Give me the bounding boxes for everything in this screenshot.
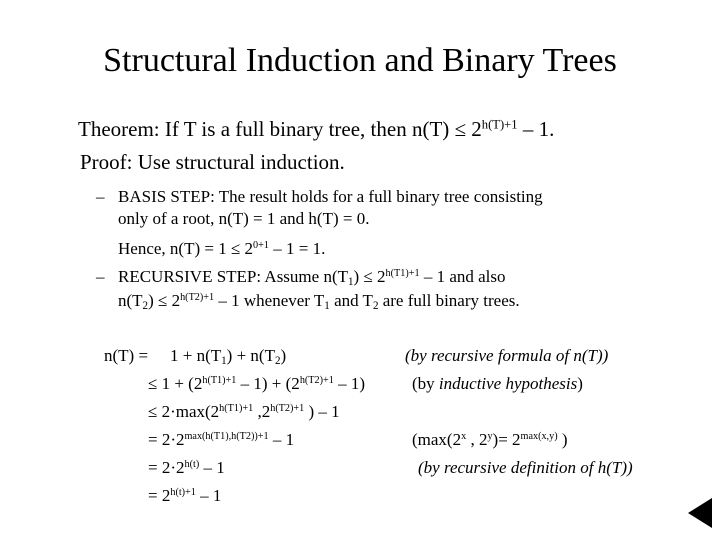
derivation-row-4-exp: max(h(T1),h(T2))+1 bbox=[184, 430, 269, 442]
derivation-row-3 bbox=[148, 402, 340, 422]
basis-text-3b: – 1 = 1. bbox=[268, 239, 326, 258]
derivation-justification-2-italic: inductive hypothesis bbox=[438, 374, 578, 393]
recursive-text-2e: are full binary trees. bbox=[378, 291, 520, 310]
derivation-row-2c: – 1) bbox=[333, 374, 366, 393]
theorem-exponent: h(T)+1 bbox=[481, 117, 518, 132]
derivation-row-1 bbox=[170, 346, 286, 366]
recursive-sub-3: 1 bbox=[324, 299, 330, 312]
derivation-row-4a: = 2·2 bbox=[148, 430, 185, 449]
recursive-text-2b: ) ≤ 2 bbox=[148, 291, 181, 310]
proof-statement bbox=[80, 150, 345, 175]
theorem-statement bbox=[78, 117, 554, 142]
derivation-row-6-exp: h(t)+1 bbox=[170, 486, 196, 498]
derivation-row-1-sub1: 1 bbox=[221, 354, 227, 367]
derivation-justification-4a: (max(2 bbox=[412, 430, 462, 449]
recursive-line-1 bbox=[96, 267, 506, 287]
derivation-row-1c: ) bbox=[280, 346, 287, 365]
recursive-text-2a: n(T bbox=[118, 291, 143, 310]
derivation-row-5 bbox=[148, 458, 225, 478]
basis-exp: 0+1 bbox=[253, 239, 269, 251]
recursive-text-2c: – 1 whenever T bbox=[214, 291, 325, 310]
recursive-sub-4: 2 bbox=[372, 299, 379, 312]
derivation-row-3b: ,2 bbox=[253, 402, 271, 421]
derivation-justification-4c: )= 2 bbox=[492, 430, 521, 449]
recursive-text-1b: ) ≤ 2 bbox=[353, 267, 386, 286]
derivation-row-4 bbox=[148, 430, 294, 450]
derivation-row-1b: ) + n(T bbox=[226, 346, 275, 365]
theorem-label: Theorem bbox=[78, 117, 154, 141]
derivation-row-2b: – 1) + (2 bbox=[236, 374, 300, 393]
derivation-row-2a: ≤ 1 + (2 bbox=[148, 374, 203, 393]
recursive-sub-1: 1 bbox=[348, 275, 354, 288]
derivation-row-5b: – 1 bbox=[199, 458, 225, 477]
theorem-text: : If T is a full binary tree, then n(T) ≤ 2 bbox=[153, 117, 482, 141]
derivation-row-6b: – 1 bbox=[195, 486, 222, 505]
basis-line-3 bbox=[118, 239, 325, 259]
derivation-row-2-exp1: h(T1)+1 bbox=[202, 374, 237, 386]
previous-slide-arrow-icon[interactable] bbox=[688, 498, 712, 528]
derivation-row-3-exp2: h(T2)+1 bbox=[270, 402, 305, 414]
derivation-row-2 bbox=[148, 374, 365, 394]
recursive-text-1c: – 1 and also bbox=[419, 267, 506, 286]
derivation-row-3a: ≤ 2·max(2 bbox=[148, 402, 220, 421]
basis-dash: – bbox=[96, 187, 105, 206]
basis-text-1: BASIS STEP: The result holds for a full binary tree consisting bbox=[118, 187, 543, 206]
derivation-row-6 bbox=[148, 486, 221, 506]
recursive-exp-2: h(T2)+1 bbox=[180, 291, 215, 303]
recursive-sub-2: 2 bbox=[142, 299, 149, 312]
theorem-tail: – 1. bbox=[517, 117, 555, 141]
derivation-justification-2 bbox=[412, 374, 583, 394]
derivation-justification-2a: (by bbox=[412, 374, 439, 393]
derivation-justification-4d: ) bbox=[557, 430, 568, 449]
derivation-row-1a: 1 + n(T bbox=[170, 346, 222, 365]
derivation-row-5a: = 2·2 bbox=[148, 458, 185, 477]
recursive-dash: – bbox=[96, 267, 105, 286]
proof-text: : Use structural induction. bbox=[126, 150, 345, 174]
derivation-justification-4-exp3: max(x,y) bbox=[520, 430, 558, 442]
derivation-row-5-exp: h(t) bbox=[184, 458, 200, 470]
derivation-row-2-exp2: h(T2)+1 bbox=[299, 374, 334, 386]
derivation-row-3-exp1: h(T1)+1 bbox=[219, 402, 254, 414]
derivation-justification-2b: ) bbox=[577, 374, 583, 393]
derivation-justification-4-exp1: x bbox=[461, 430, 467, 442]
derivation-row-4b: – 1 bbox=[268, 430, 295, 449]
derivation-justification-4b: , 2 bbox=[466, 430, 488, 449]
basis-text-3a: Hence, n(T) = 1 ≤ 2 bbox=[118, 239, 254, 258]
derivation-lhs: n(T) = bbox=[104, 346, 149, 365]
proof-label: Proof bbox=[80, 150, 127, 174]
slide-title: Structural Induction and Binary Trees bbox=[103, 42, 617, 79]
derivation-row-1-sub2: 2 bbox=[274, 354, 281, 367]
recursive-line-2 bbox=[118, 291, 520, 311]
derivation-row-6a: = 2 bbox=[148, 486, 171, 505]
recursive-text-1a: RECURSIVE STEP: Assume n(T bbox=[118, 267, 348, 286]
basis-line-1 bbox=[96, 187, 543, 207]
recursive-text-2d: and T bbox=[329, 291, 373, 310]
basis-line-2: only of a root, n(T) = 1 and h(T) = 0. bbox=[118, 209, 370, 228]
derivation-justification-4 bbox=[412, 430, 568, 450]
derivation-justification-4-exp2: y bbox=[487, 430, 493, 442]
recursive-exp-1: h(T1)+1 bbox=[385, 267, 420, 279]
derivation-justification-1: (by recursive formula of n(T)) bbox=[405, 346, 609, 365]
derivation-justification-5: (by recursive definition of h(T)) bbox=[418, 458, 633, 477]
derivation-row-3c: ) – 1 bbox=[304, 402, 340, 421]
